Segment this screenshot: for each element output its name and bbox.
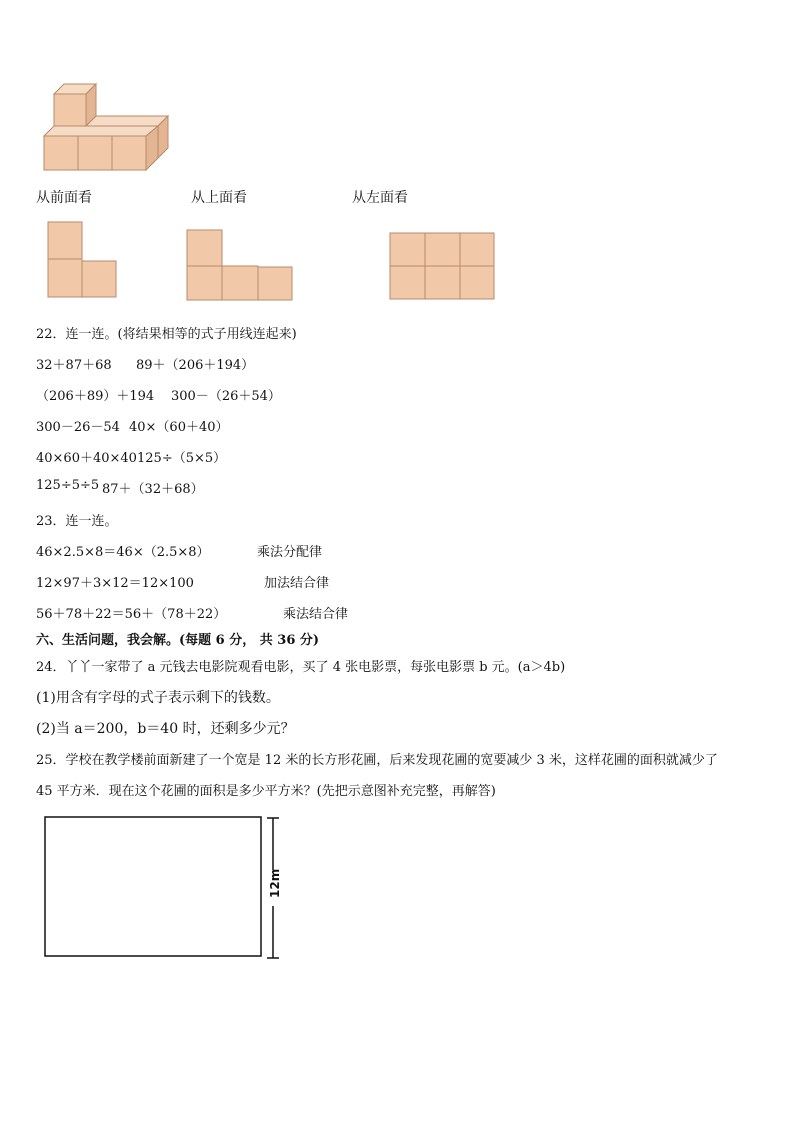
q22-title: 22．连一连。(将结果相等的式子用线连起来) bbox=[36, 327, 297, 342]
q23-right-3: 乘法结合律 bbox=[283, 607, 349, 622]
section-6-heading: 六、生活问题，我会解。(每题 6 分， 共 36 分) bbox=[36, 633, 320, 648]
q22-right-1: 89＋（206＋194） bbox=[136, 358, 255, 373]
q23-title: 23．连一连。 bbox=[36, 514, 118, 529]
q22-right-2: 300－（26＋54） bbox=[171, 389, 281, 404]
front-view-figure bbox=[46, 220, 126, 300]
q24-part-1: (1)用含有字母的式子表示剩下的钱数。 bbox=[36, 690, 280, 706]
q23-left-1: 46×2.5×8＝46×（2.5×8） bbox=[36, 545, 210, 560]
garden-rectangle-diagram bbox=[40, 812, 300, 972]
top-view-figure bbox=[184, 228, 304, 308]
left-view-figure bbox=[388, 231, 508, 311]
q25-stem-line-2: 45 平方米．现在这个花圃的面积是多少平方米？(先把示意图补充完整，再解答) bbox=[36, 784, 496, 799]
top-view-label: 从上面看 bbox=[191, 190, 247, 206]
q22-right-4: 125÷（5×5） bbox=[137, 451, 227, 466]
q23-right-1: 乘法分配律 bbox=[257, 545, 323, 560]
q25-stem-line-1: 25．学校在教学楼前面新建了一个宽是 12 米的长方形花圃，后来发现花圃的宽要减少 3 米，这样花圃的面积就减少了 bbox=[36, 753, 718, 768]
dimension-label-12m: 12m bbox=[268, 868, 282, 898]
q22-left-5: 125÷5÷5 bbox=[36, 478, 100, 493]
q23-left-2: 12×97＋3×12＝12×100 bbox=[36, 576, 194, 591]
q22-left-4: 40×60＋40×40 bbox=[36, 451, 137, 466]
q22-left-3: 300－26－54 bbox=[36, 420, 120, 435]
q23-right-2: 加法结合律 bbox=[264, 576, 330, 591]
q23-left-3: 56＋78＋22＝56＋（78＋22） bbox=[36, 607, 227, 622]
q22-left-1: 32＋87＋68 bbox=[36, 358, 112, 373]
q22-right-3: 40×（60＋40） bbox=[129, 420, 229, 435]
q22-right-5: 87＋（32＋68） bbox=[102, 482, 204, 497]
q24-stem: 24．丫丫一家带了 a 元钱去电影院观看电影，买了 4 张电影票，每张电影票 b 元。(a＞4b) bbox=[36, 660, 566, 675]
cube-stack-figure bbox=[40, 78, 180, 178]
left-view-label: 从左面看 bbox=[352, 190, 408, 206]
q22-left-2: （206＋89）＋194 bbox=[36, 389, 155, 404]
front-view-label: 从前面看 bbox=[36, 190, 92, 206]
garden-rectangle bbox=[45, 817, 261, 956]
q24-part-2: (2)当 a＝200，b＝40 时，还剩多少元？ bbox=[36, 721, 295, 737]
